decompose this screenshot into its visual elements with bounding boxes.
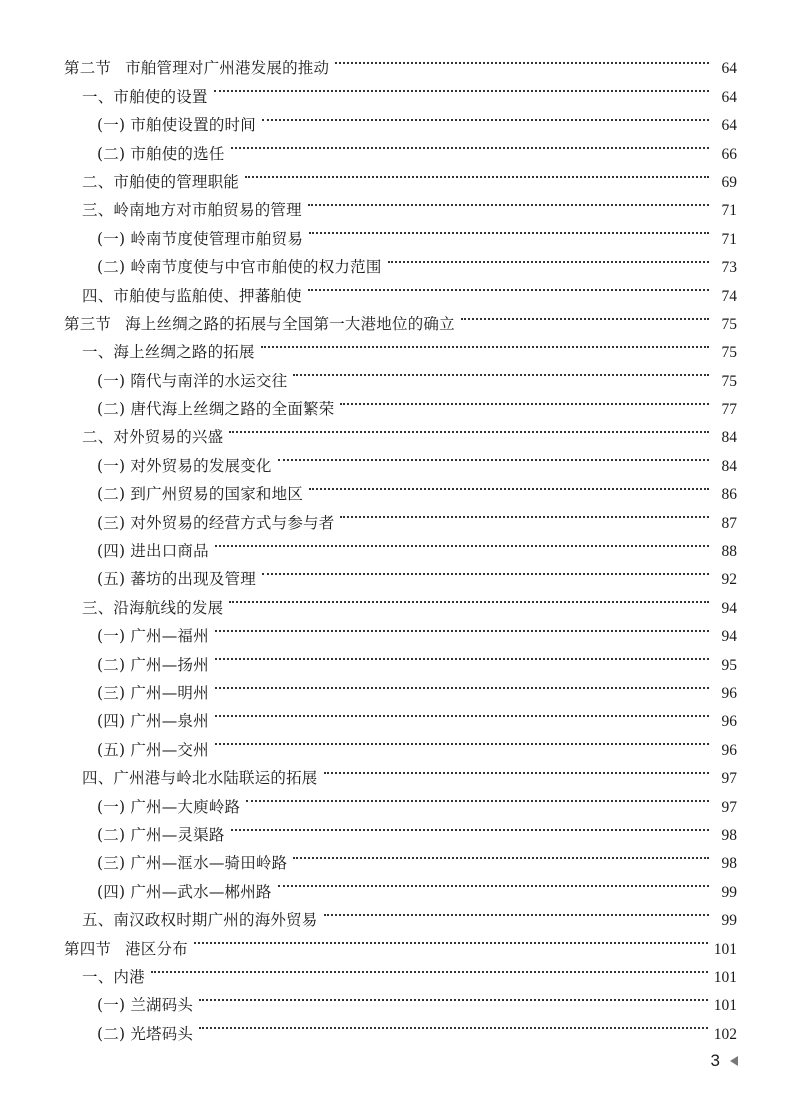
dot-leader: [262, 556, 709, 584]
toc-entry-text: 二、市舶使的管理职能: [82, 172, 240, 191]
dot-leader: [278, 442, 709, 470]
toc-entry-text: 四、广州港与岭北水陆联运的拓展: [82, 769, 318, 788]
toc-entry-title: [97, 878, 272, 906]
dot-leader: [231, 812, 709, 840]
left-triangle-icon: [730, 1056, 738, 1066]
toc-entry-title: [97, 225, 303, 253]
dot-leader: [231, 130, 709, 158]
toc-page-number: 99: [721, 912, 737, 930]
toc-entry-title: [82, 282, 302, 310]
toc-page-number: 84: [721, 457, 737, 475]
dot-leader: [308, 187, 709, 215]
dot-leader: [215, 726, 709, 754]
toc-page-number: 92: [721, 571, 737, 589]
toc-entry-text: 一、内港: [82, 967, 145, 986]
toc-page-number: 71: [721, 202, 737, 220]
dot-leader: [151, 954, 708, 982]
toc-page-number: 75: [721, 372, 737, 390]
toc-entry-text: 三、岭南地方对市舶贸易的管理: [82, 201, 302, 220]
table-of-contents: [64, 45, 737, 1043]
toc-page-number: 64: [721, 60, 737, 78]
toc-entry-text: (二) 市舶使的选任: [97, 144, 225, 163]
toc-entry-text: (三) 广州—洭水—骑田岭路: [97, 854, 288, 873]
toc-page-number: 97: [721, 798, 737, 816]
dot-leader: [229, 414, 709, 442]
toc-page-number: 66: [721, 145, 737, 163]
dot-leader: [335, 45, 709, 73]
dot-leader: [215, 698, 709, 726]
toc-entry-text: (五) 蕃坊的出现及管理: [97, 570, 256, 589]
dot-leader: [245, 159, 709, 187]
dot-leader: [308, 272, 709, 300]
toc-entry-text: 市舶管理对广州港发展的推动: [125, 59, 330, 78]
dot-leader: [461, 301, 709, 329]
page-footer: [711, 1051, 738, 1071]
toc-page-number: 97: [721, 770, 737, 788]
toc-page-number: 86: [721, 486, 737, 504]
toc-entry-title: [97, 480, 303, 508]
toc-page-number: 94: [721, 599, 737, 617]
toc-entry-text: (一) 市舶使设置的时间: [97, 116, 256, 135]
toc-entry-text: (一) 隋代与南洋的水运交往: [97, 371, 288, 390]
dot-leader: [309, 215, 709, 243]
toc-page-number: 96: [721, 684, 737, 702]
dot-leader: [214, 73, 709, 101]
toc-entry-text: (二) 光塔码头: [97, 1024, 194, 1043]
toc-entry-text: 一、市舶使的设置: [82, 87, 208, 106]
dot-leader: [340, 386, 709, 414]
dot-leader: [278, 868, 709, 896]
dot-leader: [199, 982, 708, 1010]
toc-entry-title: [97, 537, 209, 565]
toc-entry-text: 港区分布: [125, 939, 188, 958]
toc-page-number: 77: [721, 401, 737, 419]
toc-entry-title: [97, 736, 209, 764]
dot-leader: [215, 613, 709, 641]
toc-entry-title: [97, 140, 225, 168]
toc-entry-text: (一) 广州—大庾岭路: [97, 797, 241, 816]
toc-page-number: 73: [721, 259, 737, 277]
toc-entry-text: (二) 广州—灵渠路: [97, 825, 225, 844]
toc-page-number: 71: [721, 230, 737, 248]
toc-entry-title: [97, 651, 209, 679]
toc-section-number: 第四节: [64, 939, 112, 958]
toc-entry-text: 海上丝绸之路的拓展与全国第一大港地位的确立: [125, 314, 455, 333]
dot-leader: [261, 329, 709, 357]
dot-leader: [262, 102, 709, 130]
toc-page-number: 94: [721, 628, 737, 646]
toc-entry-title: [97, 707, 209, 735]
dot-leader: [293, 840, 709, 868]
toc-page-number: 64: [721, 88, 737, 106]
toc-page-number: 102: [713, 1025, 737, 1043]
dot-leader: [199, 1010, 708, 1038]
toc-entry-title: [82, 338, 255, 366]
dot-leader: [340, 499, 709, 527]
dot-leader: [293, 357, 709, 385]
toc-entry-title: [97, 849, 287, 877]
toc-page-number: 98: [721, 855, 737, 873]
dot-leader: [309, 471, 709, 499]
dot-leader: [215, 528, 709, 556]
toc-entry-title: [97, 679, 209, 707]
toc-entry-text: (四) 进出口商品: [97, 542, 209, 561]
toc-entry-text: (一) 岭南节度使管理市舶贸易: [97, 229, 304, 248]
page-number: 3: [710, 1051, 720, 1070]
toc-page-number: 64: [721, 117, 737, 135]
toc-entry-text: (四) 广州—泉州: [97, 712, 209, 731]
toc-entry-text: (二) 岭南节度使与中官市舶使的权力范围: [97, 258, 382, 277]
toc-entry-title: [97, 367, 287, 395]
toc-page-number: 75: [721, 344, 737, 362]
toc-subsection-row[interactable]: [64, 954, 737, 986]
toc-entry-text: (二) 到广州贸易的国家和地区: [97, 485, 304, 504]
toc-item-row[interactable]: [64, 982, 737, 1015]
toc-page-number: 87: [721, 514, 737, 532]
toc-entry-title: [97, 793, 240, 821]
dot-leader: [215, 641, 709, 669]
toc-entry-text: (四) 广州—武水—郴州路: [97, 882, 272, 901]
toc-entry-text: 三、沿海航线的发展: [82, 598, 224, 617]
toc-entry-text: (一) 对外贸易的发展变化: [97, 456, 272, 475]
toc-section-number: 第三节: [64, 314, 112, 333]
toc-page-number: 99: [721, 883, 737, 901]
toc-page-number: 84: [721, 429, 737, 447]
dot-leader: [324, 755, 709, 783]
toc-entry-text: 四、市舶使与监舶使、押蕃舶使: [82, 286, 302, 305]
toc-page-number: 69: [721, 173, 737, 191]
toc-entry-text: (五) 广州—交州: [97, 740, 209, 759]
toc-page-number: 96: [721, 713, 737, 731]
toc-entry-title: [97, 991, 193, 1019]
toc-section-row[interactable]: [64, 45, 737, 78]
toc-entry-title: [82, 594, 223, 622]
toc-page-number: 96: [721, 741, 737, 759]
toc-entry-title: [97, 1020, 193, 1048]
toc-entry-title: [82, 168, 239, 196]
toc-page-number: 74: [721, 287, 737, 305]
toc-page-number: 95: [721, 656, 737, 674]
dot-leader: [246, 783, 709, 811]
toc-entry-title: [82, 83, 208, 111]
toc-entry-title: [97, 452, 272, 480]
dot-leader: [215, 670, 709, 698]
toc-entry-text: 一、海上丝绸之路的拓展: [82, 343, 255, 362]
toc-entry-title: [97, 622, 209, 650]
dot-leader: [194, 925, 708, 953]
dot-leader: [324, 897, 709, 925]
toc-entry-text: (二) 唐代海上丝绸之路的全面繁荣: [97, 400, 335, 419]
toc-page-number: 101: [713, 940, 737, 958]
toc-entry-title: [82, 423, 223, 451]
toc-section-number: 第二节: [64, 59, 112, 78]
toc-page-number: 101: [713, 997, 737, 1015]
toc-entry-text: (三) 对外贸易的经营方式与参与者: [97, 513, 335, 532]
dot-leader: [229, 584, 709, 612]
toc-entry-text: (三) 广州—明州: [97, 683, 209, 702]
toc-entry-text: (一) 兰湖码头: [97, 996, 194, 1015]
toc-page-number: 101: [713, 968, 737, 986]
toc-entry-title: [82, 963, 145, 991]
toc-page-number: 75: [721, 315, 737, 333]
toc-entry-text: 二、对外贸易的兴盛: [82, 428, 224, 447]
toc-entry-title: [97, 821, 225, 849]
dot-leader: [388, 244, 709, 272]
toc-entry-title: [82, 196, 302, 224]
toc-page-number: 88: [721, 543, 737, 561]
toc-entry-text: (二) 广州—扬州: [97, 655, 209, 674]
toc-page-number: 98: [721, 826, 737, 844]
toc-entry-text: 五、南汉政权时期广州的海外贸易: [82, 911, 318, 930]
toc-entry-text: (一) 广州—福州: [97, 627, 209, 646]
